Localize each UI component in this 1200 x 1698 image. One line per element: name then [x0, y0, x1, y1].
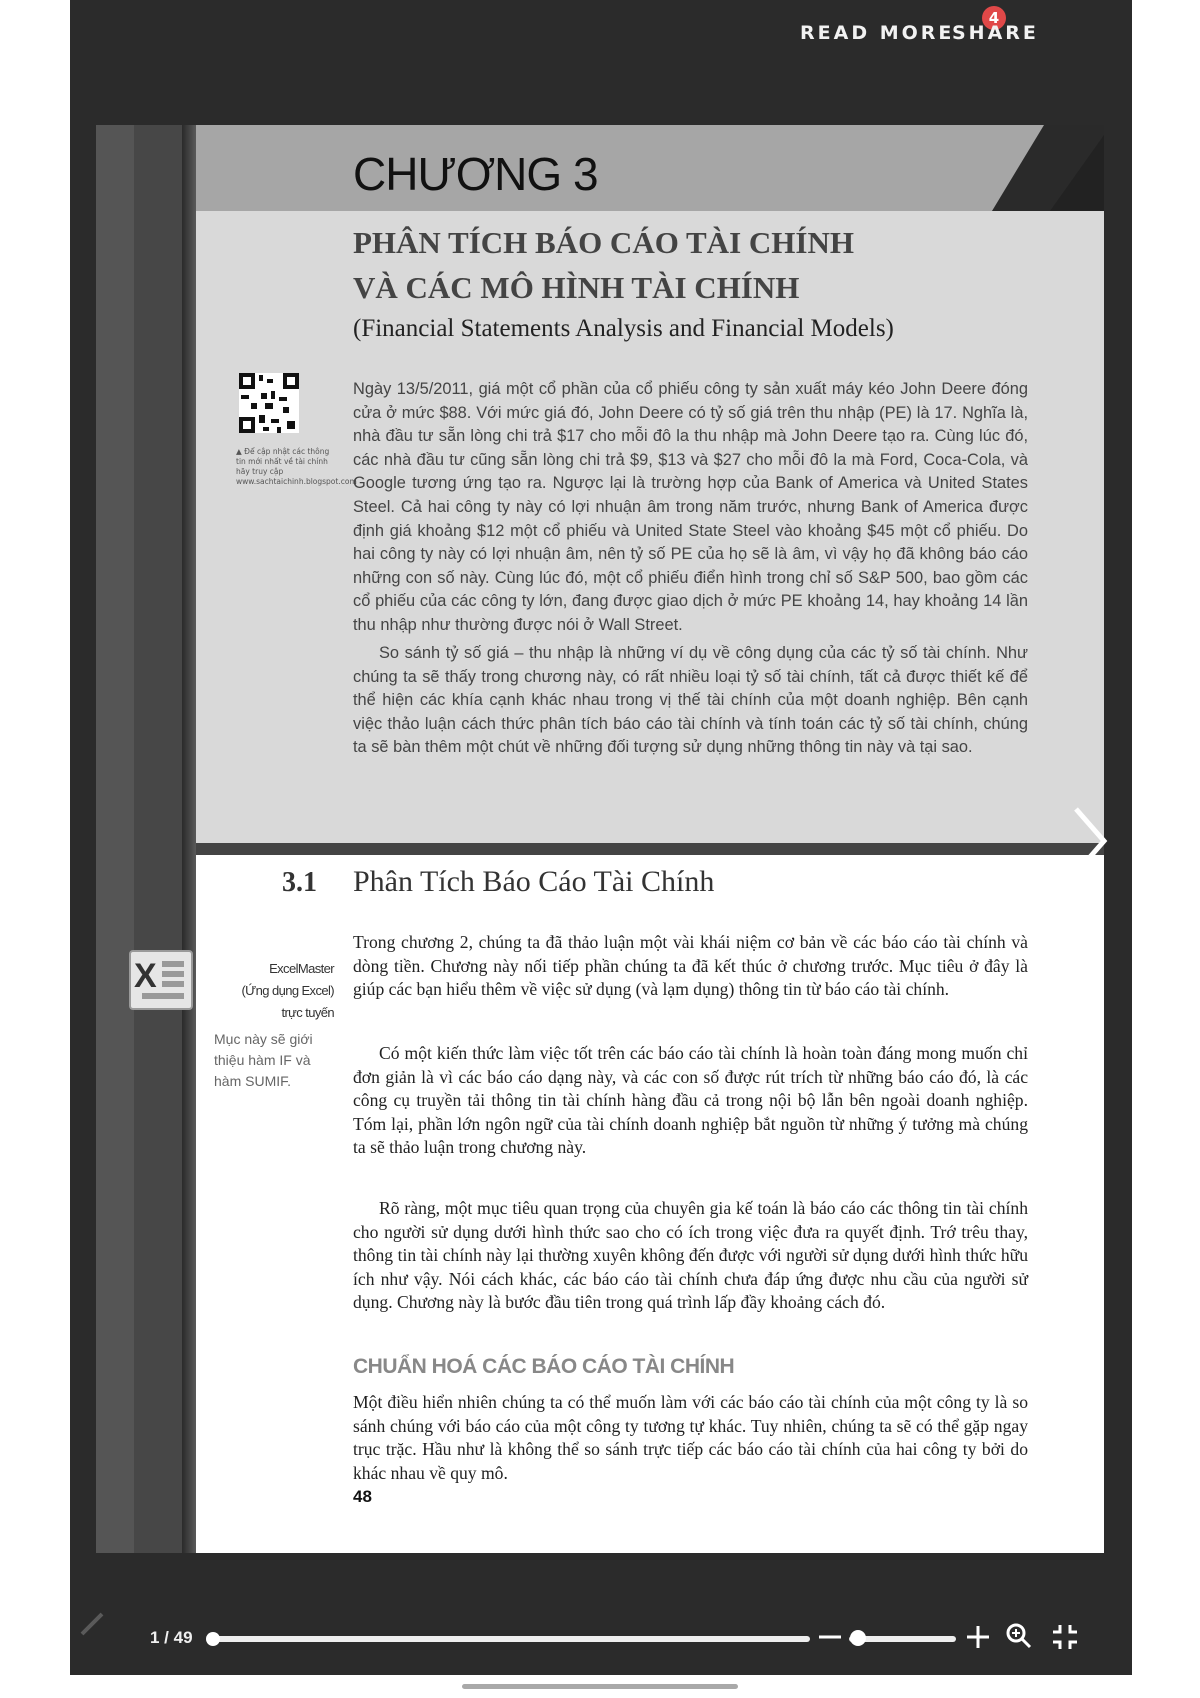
minus-icon[interactable]: [815, 1622, 845, 1652]
excelmaster-label: [238, 958, 334, 1024]
subsection-heading: CHUẨN HOÁ CÁC BÁO CÁO TÀI CHÍNH: [353, 1355, 735, 1378]
section-divider: [196, 843, 1104, 855]
body-paragraph-4: Một điều hiển nhiên chúng ta có thể muốn làm với các báo cáo tài chính của một công ty là so sánh chúng với báo cáo của một công ty tương tự khác. Tuy nhiên, chúng ta sẽ có thể gặp ngay trục trặc. Hầu như là không thể so sánh trực tiếp các báo cáo tài chính của hai công ty bởi do khác nhau về quy mô.: [353, 1392, 1028, 1483]
chapter-subtitle: (Financial Statements Analysis and Financial Models): [353, 315, 894, 342]
book-spine-inner: [134, 125, 182, 1553]
chevron-right-icon[interactable]: [1070, 805, 1110, 877]
book-spine-outer: [96, 125, 134, 1553]
intro-paragraph-2: So sánh tỷ số giá – thu nhập là những ví dụ về công dụng của các tỷ số tài chính. Như chúng ta sẽ thấy trong chương này, có rất nhiều loại tỷ số tài chính, tất cả được thiết kế để thể hiện các khía cạnh khác nhau trong vị thế tài chính của một doanh nghiệp. Bên cạnh việc thảo luận cách thức phân tích báo cáo tài chính và tính toán các tỷ số tài chính, chúng ta sẽ bàn thêm một chút về những đối tượng sử dụng những thông tin này và tại sao.: [353, 644, 1028, 757]
book-spine-shadow: [182, 125, 196, 1553]
excelmaster-label-line-1: ExcelMaster: [269, 961, 334, 976]
page-number: 48: [353, 1487, 372, 1506]
body-paragraph-3: Rõ ràng, một mục tiêu quan trọng của chuyên gia kế toán là báo cáo các thông tin tài chính cho người sử dụng dưới hình thức sao cho có ích trong việc đưa ra quyết định. Trớ trêu thay, thông tin tài chính này lại thường xuyên không đến được với người sử dụng dưới hình thức hữu ích như vậy. Nói cách khác, các báo cáo tài chính chưa đáp ứng được nhu cầu của người sử dụng. Chương này là bước đầu tiên trong quá trình lấp đầy khoảng cách đó.: [353, 1198, 1028, 1312]
excelmaster-label-line-2: (Ứng dụng Excel): [241, 983, 334, 998]
book-page[interactable]: [196, 125, 1104, 1553]
home-indicator[interactable]: [462, 1684, 738, 1689]
excelmaster-label-line-3: trực tuyến: [281, 1005, 334, 1020]
page-stage: [96, 125, 1104, 1553]
qr-note: ▲ Để cập nhật các thông tin mới nhất về tài chính hãy truy cập www.sachtaichinh.blogspot.com: [236, 447, 357, 486]
body-paragraph-2: Có một kiến thức làm việc tốt trên các báo cáo tài chính là hoàn toàn đáng mong muốn chỉ đơn giản là vì các báo cáo dạng này, và các con số được rút trích từ những báo cáo đó, là các công cụ truyền tải thông tin tài chính hàng đầu cả trong nội bộ lẫn bên ngoài doanh nghiệp. Tóm lại, phần lớn ngôn ngữ của tài chính doanh nghiệp bắt nguồn từ những ý tưởng mà chúng ta sẽ thảo luận trong chương này.: [353, 1043, 1028, 1157]
pencil-icon[interactable]: [78, 1610, 106, 1638]
side-note: Mục này sẽ giới thiệu hàm IF và hàm SUMIF.: [214, 1031, 313, 1089]
chapter-title-band: [196, 125, 1104, 211]
chapter-title-line-1: PHÂN TÍCH BÁO CÁO TÀI CHÍNH: [353, 225, 854, 260]
top-toolbar: [70, 0, 1132, 70]
read-more-button[interactable]: READ MORE: [800, 22, 955, 44]
excel-icon: [126, 945, 196, 1015]
chapter-number: CHƯƠNG 3: [353, 148, 598, 200]
page-indicator: 1 / 49: [150, 1628, 193, 1647]
header-corner-decoration: [992, 125, 1104, 211]
flipbook-viewer: [70, 0, 1132, 1675]
body-paragraph-1: Trong chương 2, chúng ta đã thảo luận một vài khái niệm cơ bản về các báo cáo tài chính và dòng tiền. Chương này nối tiếp phần chúng ta đã kết thúc ở chương trước. Mục tiêu ở đây là giúp các bạn hiểu thêm về việc sử dụng (và lạm dụng) thông tin từ báo cáo tài chính.: [353, 932, 1028, 999]
share-button[interactable]: SHARE: [952, 22, 1039, 44]
fullscreen-exit-icon[interactable]: [1050, 1622, 1080, 1652]
page-scrubber-track[interactable]: [214, 1636, 810, 1642]
intro-paragraph-1: Ngày 13/5/2011, giá một cổ phần của cổ phiếu công ty sản xuất máy kéo John Deere đóng cửa ở mức $88. Với mức giá đó, John Deere có tỷ số giá trên thu nhập (PE) là 17. Nghĩa là, nhà đầu tư sẵn lòng chi trả $17 cho mỗi đô la thu nhập mà John Deere tạo ra. Cùng lúc đó, các nhà đầu tư cũng sẵn lòng chi trả $9, $13 và $27 cho mỗi đô la mà Ford, Coca-Cola, và Google tương ứng tạo ra. Ngược lại là trường hợp của Bank of America và United States Steel. Cả hai công ty này có lợi nhuận âm trong năm trước, nhưng Bank of America được định giá khoảng $12 một cổ phiếu và United State Steel vào khoảng $45 một cổ phiếu. Do hai công ty này có lợi nhuận âm, nên tỷ số PE của họ sẽ là âm, vì vậy họ đã không báo cáo những con số này. Cùng lúc đó, một cổ phiếu điển hình trong chỉ số S&P 500, bao gồm các cổ phiếu của các công ty lớn, đang được giao dịch ở mức PE khoảng 14, hay khoảng 14 lần thu nhập như thường được nói ở Wall Street.: [353, 380, 1028, 634]
section-number: 3.1: [282, 867, 317, 898]
qr-code-icon: [239, 373, 299, 433]
chapter-title-line-2: VÀ CÁC MÔ HÌNH TÀI CHÍNH: [353, 270, 800, 305]
plus-icon[interactable]: [963, 1622, 993, 1652]
page-scrubber-thumb[interactable]: [206, 1632, 220, 1646]
zoom-search-icon[interactable]: [1004, 1621, 1034, 1651]
zoom-slider-thumb[interactable]: [850, 1630, 866, 1646]
svg-text:X: X: [134, 957, 157, 995]
section-title: Phân Tích Báo Cáo Tài Chính: [353, 865, 715, 898]
notification-badge: 4: [982, 6, 1006, 30]
